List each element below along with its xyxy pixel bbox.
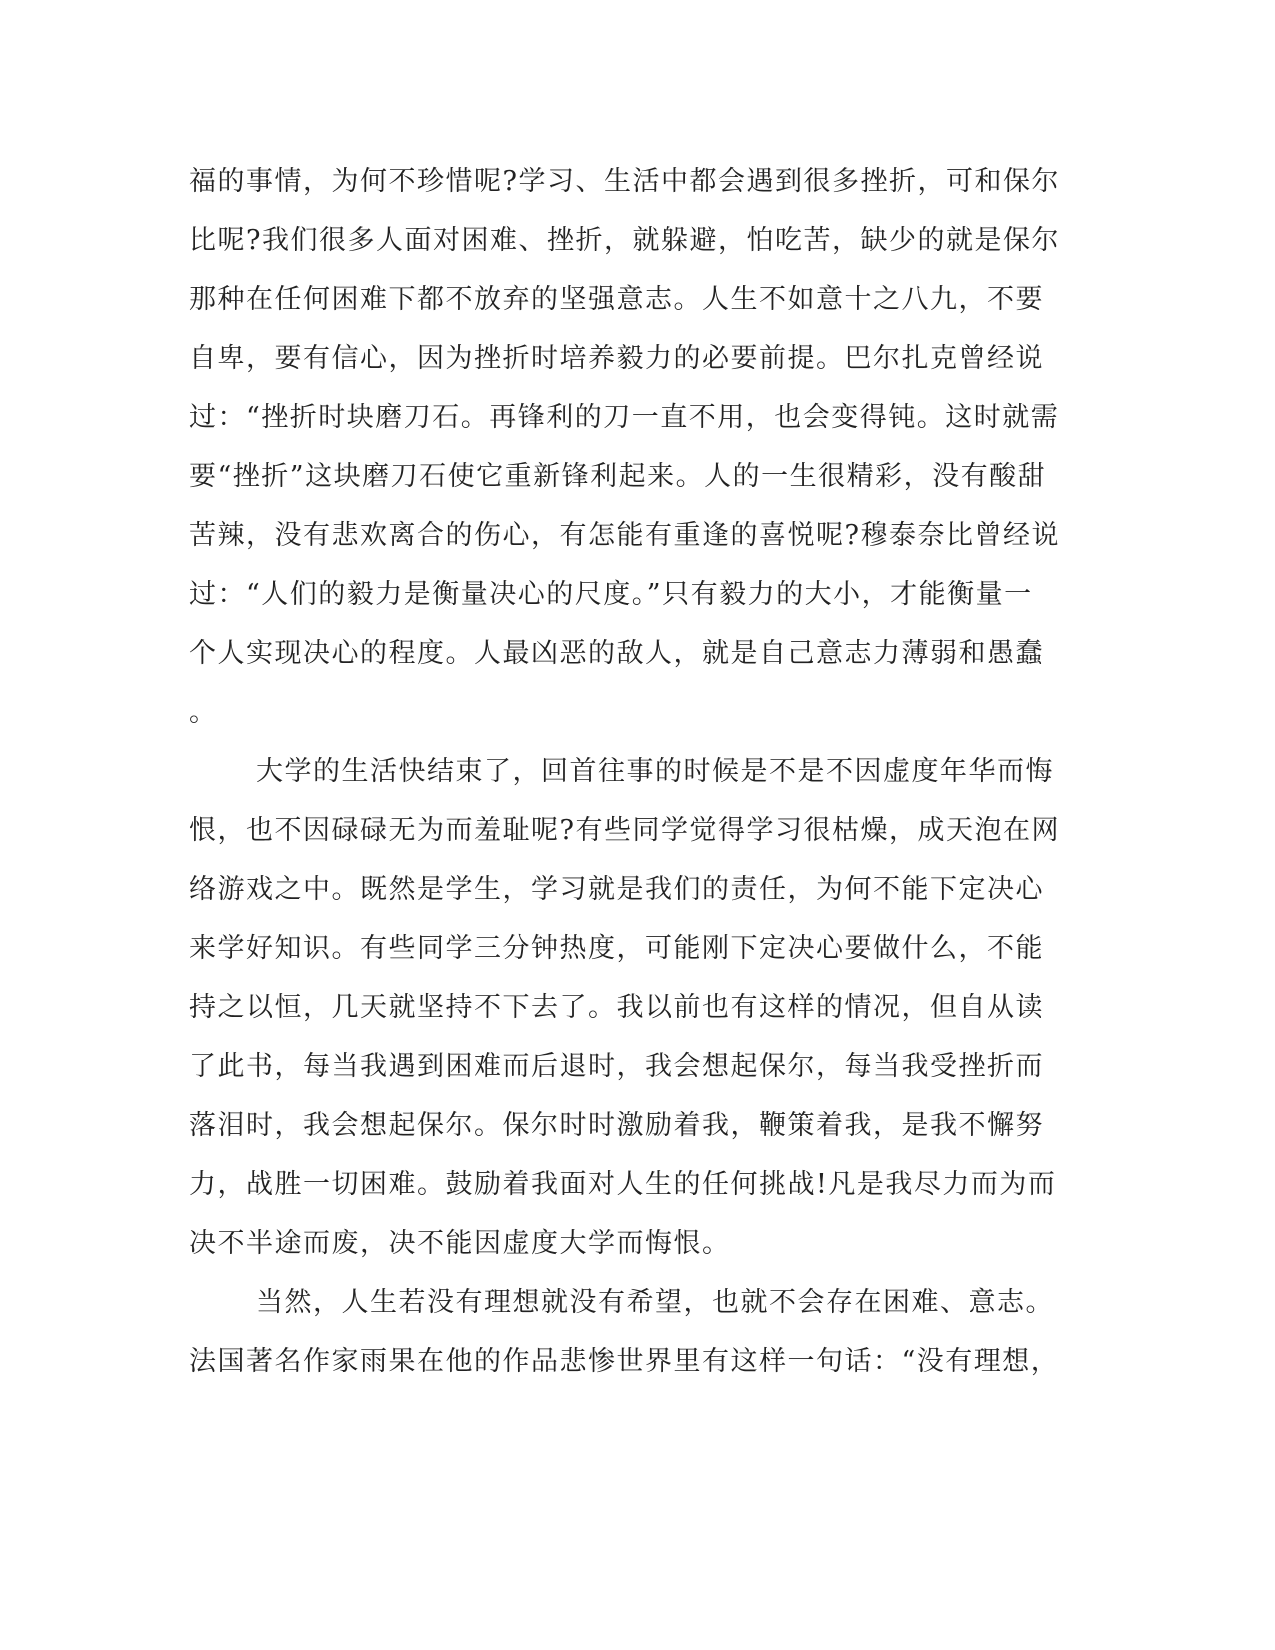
text-line: 落泪时，我会想起保尔。保尔时时激励着我，鞭策着我，是我不懈努 [189,1110,1044,1141]
text-line: 法国著名作家雨果在他的作品悲惨世界里有这样一句话：“没有理想， [189,1346,1060,1377]
text-line: 恨，也不因碌碌无为而羞耻呢?有些同学觉得学习很枯燥，成天泡在网 [189,815,1060,846]
text-line: 福的事情，为何不珍惜呢?学习、生活中都会遇到很多挫折，可和保尔 [189,166,1060,197]
body-text [189,152,1069,1391]
text-line: 力，战胜一切困难。鼓励着我面对人生的任何挑战!凡是我尽力而为而 [189,1169,1057,1200]
text-line: 自卑，要有信心，因为挫折时培养毅力的必要前提。巴尔扎克曾经说 [189,343,1044,374]
text-line: 了此书，每当我遇到困难而后退时，我会想起保尔，每当我受挫折而 [189,1051,1044,1082]
text-line: 要“挫折”这块磨刀石使它重新锋利起来。人的一生很精彩，没有酸甜 [189,461,1047,492]
text-line: 来学好知识。有些同学三分钟热度，可能刚下定决心要做什么，不能 [189,933,1044,964]
text-line: 比呢?我们很多人面对困难、挫折，就躲避，怕吃苦，缺少的就是保尔 [189,225,1060,256]
text-line: 。 [189,697,218,728]
text-line: 过：“人们的毅力是衡量决心的尺度。”只有毅力的大小，才能衡量一 [189,579,1033,610]
text-line: 个人实现决心的程度。人最凶恶的敌人，就是自己意志力薄弱和愚蠢 [189,638,1044,669]
paragraph-start-line: 大学的生活快结束了，回首往事的时候是不是不因虚度年华而悔 [256,756,1054,787]
text-line: 络游戏之中。既然是学生，学习就是我们的责任，为何不能下定决心 [189,874,1044,905]
text-line: 那种在任何困难下都不放弃的坚强意志。人生不如意十之八九，不要 [189,284,1044,315]
text-line: 过：“挫折时块磨刀石。再锋利的刀一直不用，也会变得钝。这时就需 [189,402,1060,433]
text-line: 持之以恒，几天就坚持不下去了。我以前也有这样的情况，但自从读 [189,992,1044,1023]
paragraph-start-line: 当然，人生若没有理想就没有希望，也就不会存在困难、意志。 [256,1287,1054,1318]
text-line: 决不半途而废，决不能因虚度大学而悔恨。 [189,1228,731,1259]
text-line: 苦辣，没有悲欢离合的伤心，有怎能有重逢的喜悦呢?穆泰奈比曾经说 [189,520,1060,551]
